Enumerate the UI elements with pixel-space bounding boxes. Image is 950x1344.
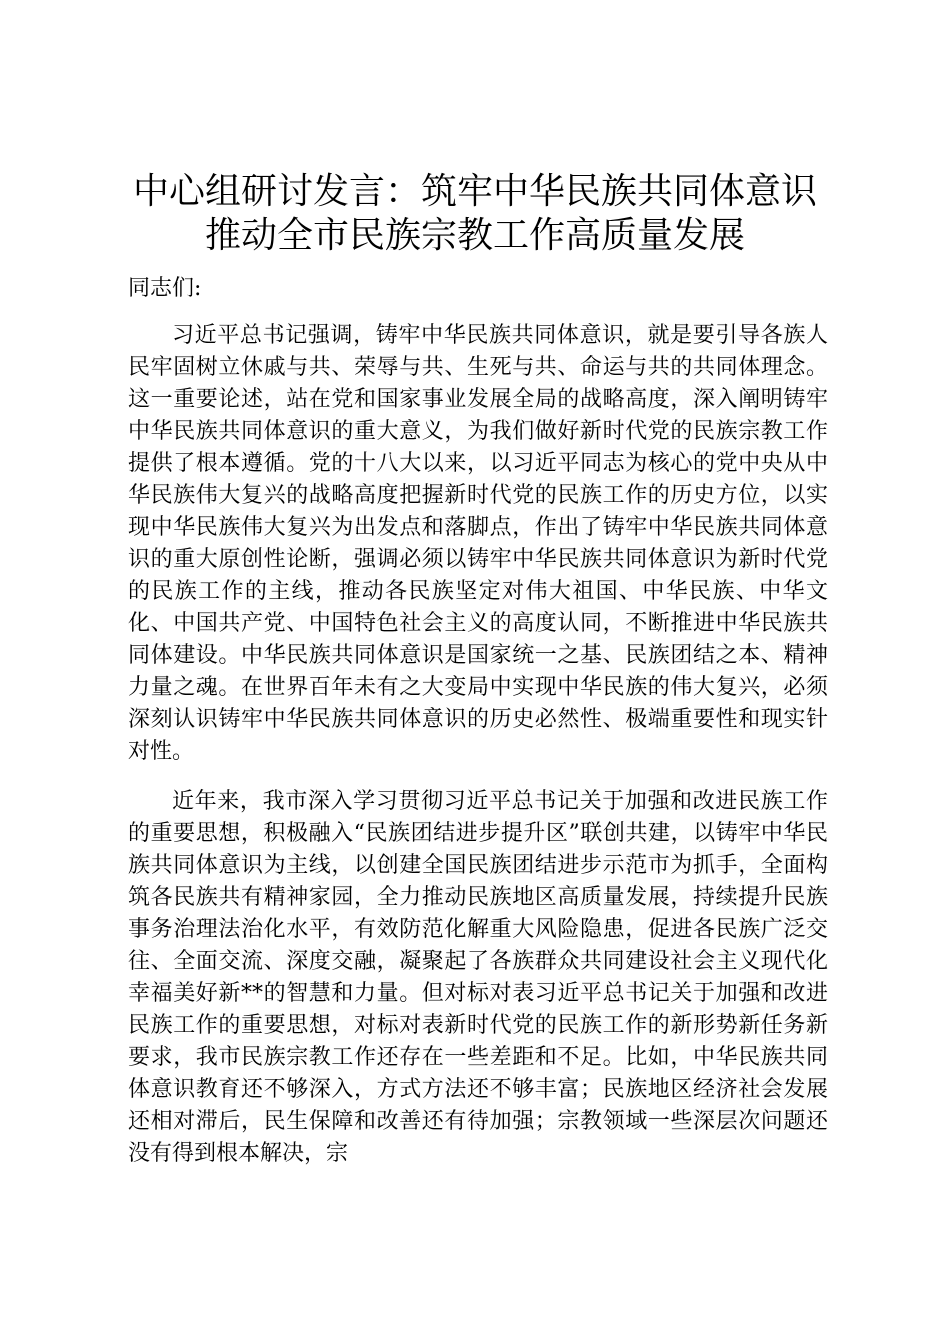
document-title: 中心组研讨发言：筑牢中华民族共同体意识推动全市民族宗教工作高质量发展 <box>132 171 817 256</box>
body-paragraph-1: 习近平总书记强调，铸牢中华民族共同体意识，就是要引导各族人民牢固树立休戚与共、荣辱与共、生死与共、命运与共的共同体理念。这一重要论述，站在党和国家事业发展全局的战略高度，深入阐明铸牢中华民族共同体意识的重大意义，为我们做好新时代党的民族宗教工作提供了根本遵循。党的十八大以来，以习近平同志为核心的党中央从中华民族伟大复兴的战略高度把握新时代党的民族工作的历史方位，以实现中华民族伟大复兴为出发点和落脚点，作出了铸牢中华民族共同体意识的重大原创性论断，强调必须以铸牢中华民族共同体意识为新时代党的民族工作的主线，推动各民族坚定对伟大祖国、中华民族、中华文化、中国共产党、中国特色社会主义的高度认同，不断推进中华民族共同体建设。中华民族共同体意识是国家统一之基、民族团结之本、精神力量之魂。在世界百年未有之大变局中实现中华民族的伟大复兴，必须深刻认识铸牢中华民族共同体意识的历史必然性、极端重要性和现实针对性。 <box>128 323 828 764</box>
salutation: 同志们: <box>128 276 202 301</box>
body-paragraph-2: 近年来，我市深入学习贯彻习近平总书记关于加强和改进民族工作的重要思想，积极融入“民族团结进步提升区”联创共建，以铸牢中华民族共同体意识为主线，以创建全国民族团结进步示范市为抓手，全面构筑各民族共有精神家园，全力推动民族地区高质量发展，持续提升民族事务治理法治化水平，有效防范化解重大风险隐患，促进各民族广泛交往、全面交流、深度交融，凝聚起了各族群众共同建设社会主义现代化幸福美好新**的智慧和力量。但对标对表习近平总书记关于加强和改进民族工作的重要思想，对标对表新时代党的民族工作的新形势新任务新要求，我市民族宗教工作还存在一些差距和不足。比如，中华民族共同体意识教育还不够深入，方式方法还不够丰富；民族地区经济社会发展还相对滞后，民生保障和改善还有待加强；宗教领域一些深层次问题还没有得到根本解决，宗 <box>128 789 828 1166</box>
